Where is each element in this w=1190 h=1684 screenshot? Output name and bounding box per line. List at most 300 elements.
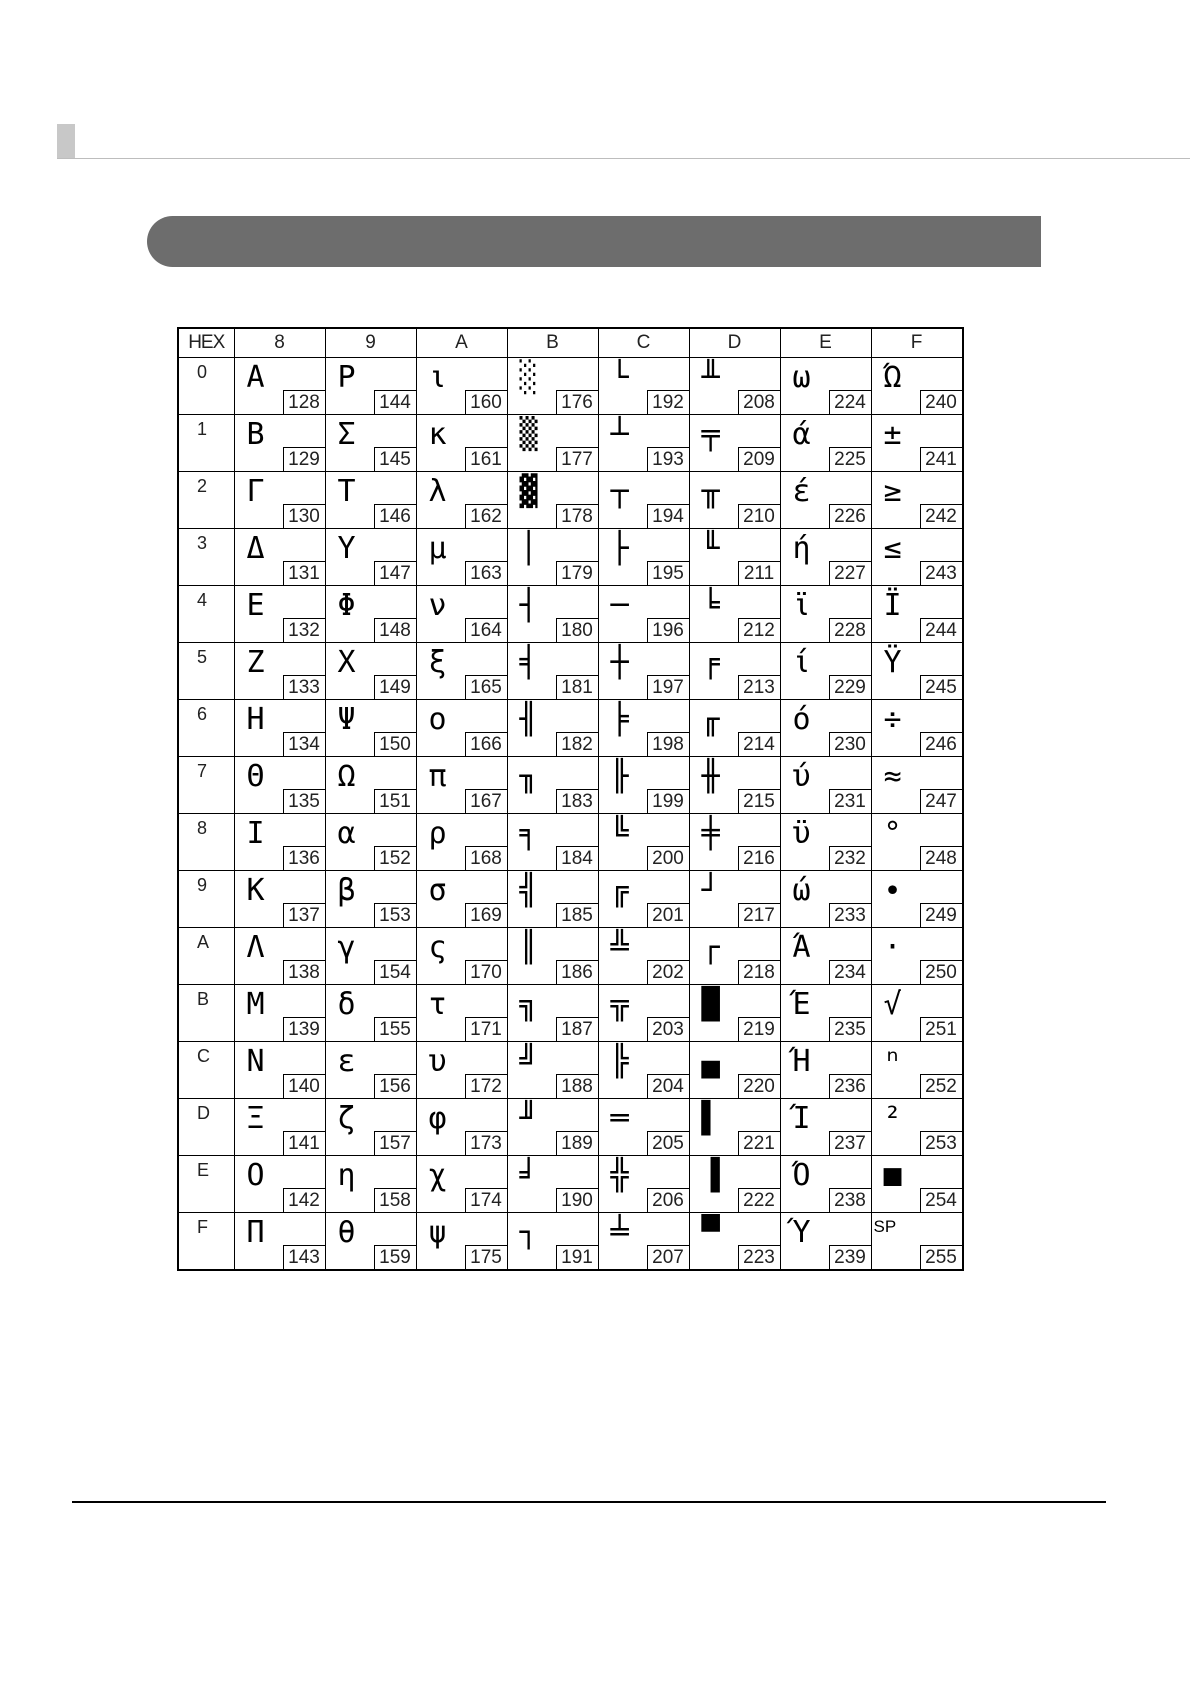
char-code: 164: [465, 618, 507, 642]
char-cell: [416, 643, 507, 700]
char-code: 131: [283, 561, 325, 585]
table-row: [178, 472, 963, 529]
char-code: 172: [465, 1074, 507, 1098]
char-glyph: Ώ: [883, 360, 902, 395]
char-code: 215: [738, 789, 780, 813]
char-code: 236: [829, 1074, 871, 1098]
char-glyph: ∙: [883, 873, 902, 908]
char-code: 191: [556, 1245, 598, 1269]
table-row: [178, 643, 963, 700]
char-code: 163: [465, 561, 507, 585]
char-glyph: └: [610, 360, 629, 395]
char-code: 162: [465, 504, 507, 528]
char-code: 224: [829, 390, 871, 414]
char-glyph: ░: [519, 360, 538, 395]
char-cell: [234, 1099, 325, 1156]
char-glyph: ή: [792, 531, 811, 566]
char-code: 211: [738, 561, 780, 585]
char-cell: [598, 1042, 689, 1099]
row-header: 2: [178, 472, 234, 529]
char-code: 206: [647, 1188, 689, 1212]
column-header: B: [507, 328, 598, 358]
char-cell: [598, 871, 689, 928]
table-row: [178, 928, 963, 985]
char-glyph: Η: [246, 702, 265, 737]
char-cell: [234, 415, 325, 472]
char-glyph: ╡: [519, 645, 538, 680]
char-cell: [416, 928, 507, 985]
char-code: 142: [283, 1188, 325, 1212]
char-code: 138: [283, 960, 325, 984]
char-cell: [689, 1156, 780, 1213]
table-row: [178, 814, 963, 871]
char-glyph: ╨: [701, 360, 720, 395]
char-cell: [598, 985, 689, 1042]
header-tab-marker: [57, 124, 75, 158]
char-cell: [416, 700, 507, 757]
char-code: 205: [647, 1131, 689, 1155]
char-code: 219: [738, 1017, 780, 1041]
char-code: 193: [647, 447, 689, 471]
char-glyph: κ: [428, 417, 447, 452]
char-glyph: ω: [792, 360, 811, 395]
char-glyph: ■: [883, 1158, 902, 1193]
char-cell: [416, 472, 507, 529]
char-glyph: │: [519, 531, 538, 566]
char-code: 146: [374, 504, 416, 528]
char-cell: [871, 472, 963, 529]
table-row: [178, 1213, 963, 1271]
char-cell: [234, 928, 325, 985]
char-code: 239: [829, 1245, 871, 1269]
row-header: E: [178, 1156, 234, 1213]
char-cell: [325, 871, 416, 928]
char-glyph: ┌: [701, 930, 720, 965]
char-glyph: ·: [883, 930, 902, 965]
char-glyph: ≤: [883, 531, 902, 566]
char-cell: [325, 472, 416, 529]
char-code: 134: [283, 732, 325, 756]
char-glyph: Ν: [246, 1044, 265, 1079]
char-cell: [871, 1099, 963, 1156]
char-cell: [234, 472, 325, 529]
char-code: 137: [283, 903, 325, 927]
char-code: 197: [647, 675, 689, 699]
char-cell: [598, 928, 689, 985]
char-code: 181: [556, 675, 598, 699]
char-code: 141: [283, 1131, 325, 1155]
char-glyph: μ: [428, 531, 447, 566]
char-cell: [780, 415, 871, 472]
char-cell: [780, 757, 871, 814]
char-code: 204: [647, 1074, 689, 1098]
char-glyph: τ: [428, 987, 447, 1022]
char-cell: [780, 1156, 871, 1213]
char-cell: [689, 472, 780, 529]
char-cell: [507, 586, 598, 643]
char-code: 203: [647, 1017, 689, 1041]
char-code: 195: [647, 561, 689, 585]
char-code: 218: [738, 960, 780, 984]
char-cell: [234, 643, 325, 700]
section-title-bar: [147, 216, 1041, 267]
char-code: 214: [738, 732, 780, 756]
char-code: 249: [920, 903, 962, 927]
char-glyph: α: [337, 816, 356, 851]
char-cell: [325, 1042, 416, 1099]
char-cell: [416, 814, 507, 871]
char-cell: [416, 529, 507, 586]
char-code: 243: [920, 561, 962, 585]
column-header: F: [871, 328, 963, 358]
column-header: 8: [234, 328, 325, 358]
char-code: 213: [738, 675, 780, 699]
char-glyph: σ: [428, 873, 447, 908]
char-glyph: ╗: [519, 987, 538, 1022]
char-glyph: ≥: [883, 474, 902, 509]
table-row: [178, 415, 963, 472]
char-cell: [871, 985, 963, 1042]
char-glyph: ±: [883, 417, 902, 452]
char-code: 232: [829, 846, 871, 870]
char-glyph: Ό: [792, 1158, 811, 1193]
char-glyph: ╬: [610, 1158, 629, 1193]
char-glyph: ϋ: [792, 816, 811, 851]
char-code: 174: [465, 1188, 507, 1212]
char-glyph: ╧: [610, 1215, 629, 1250]
char-cell: [325, 586, 416, 643]
char-cell: [507, 415, 598, 472]
char-code: 209: [738, 447, 780, 471]
char-cell: [871, 928, 963, 985]
row-header: 0: [178, 358, 234, 415]
column-header: D: [689, 328, 780, 358]
table-row: [178, 985, 963, 1042]
char-code: 221: [738, 1131, 780, 1155]
char-glyph: Ϋ: [883, 645, 902, 680]
char-code: 247: [920, 789, 962, 813]
char-cell: [325, 700, 416, 757]
char-cell: [598, 472, 689, 529]
char-glyph: ╚: [610, 816, 629, 851]
table-body: [178, 358, 963, 1271]
char-code: 176: [556, 390, 598, 414]
char-cell: [507, 529, 598, 586]
char-glyph: θ: [337, 1215, 356, 1250]
row-header: 9: [178, 871, 234, 928]
column-header: E: [780, 328, 871, 358]
char-code: 130: [283, 504, 325, 528]
char-glyph: ρ: [428, 816, 447, 851]
char-glyph: ╠: [610, 1044, 629, 1079]
char-code: 201: [647, 903, 689, 927]
char-cell: [507, 700, 598, 757]
char-cell: [416, 586, 507, 643]
char-code: 166: [465, 732, 507, 756]
char-cell: [507, 472, 598, 529]
char-code: 225: [829, 447, 871, 471]
char-code: 235: [829, 1017, 871, 1041]
char-code: 229: [829, 675, 871, 699]
char-glyph: Θ: [246, 759, 265, 794]
char-cell: [416, 415, 507, 472]
char-code: 149: [374, 675, 416, 699]
char-glyph: ψ: [428, 1215, 447, 1250]
char-glyph: Ω: [337, 759, 356, 794]
char-code: 148: [374, 618, 416, 642]
char-code: 237: [829, 1131, 871, 1155]
char-glyph: ▐: [701, 1158, 720, 1193]
char-code: 156: [374, 1074, 416, 1098]
char-glyph: √: [883, 987, 902, 1022]
char-cell: [507, 757, 598, 814]
char-code: 177: [556, 447, 598, 471]
char-glyph: ╢: [519, 702, 538, 737]
char-cell: [325, 985, 416, 1042]
char-code: 234: [829, 960, 871, 984]
char-glyph: ┐: [519, 1215, 538, 1250]
char-cell: [234, 985, 325, 1042]
row-header: F: [178, 1213, 234, 1271]
char-cell: [780, 472, 871, 529]
char-cell: [598, 757, 689, 814]
char-glyph: Ι: [246, 816, 265, 851]
char-glyph: Ξ: [246, 1101, 265, 1136]
char-code: 220: [738, 1074, 780, 1098]
footer-rule: [72, 1501, 1106, 1503]
char-cell: [507, 1156, 598, 1213]
char-glyph: Ζ: [246, 645, 265, 680]
char-cell: [689, 415, 780, 472]
char-code: 187: [556, 1017, 598, 1041]
char-code: 160: [465, 390, 507, 414]
char-cell: [780, 358, 871, 415]
char-code: 147: [374, 561, 416, 585]
char-glyph: ╪: [701, 816, 720, 851]
char-code: 139: [283, 1017, 325, 1041]
char-cell: [780, 700, 871, 757]
char-glyph: υ: [428, 1044, 447, 1079]
char-cell: [598, 415, 689, 472]
char-code: 129: [283, 447, 325, 471]
char-glyph: ╛: [519, 1158, 538, 1193]
char-code: 241: [920, 447, 962, 471]
char-code: 240: [920, 390, 962, 414]
char-glyph: Σ: [337, 417, 356, 452]
char-cell: [871, 1213, 963, 1271]
char-cell: [780, 1213, 871, 1271]
char-cell: [689, 871, 780, 928]
char-code: 254: [920, 1188, 962, 1212]
char-glyph: ▀: [701, 1215, 720, 1250]
char-code: 251: [920, 1017, 962, 1041]
hex-corner-header: HEX: [178, 328, 234, 358]
char-code: 132: [283, 618, 325, 642]
char-cell: [598, 1213, 689, 1271]
row-header: 8: [178, 814, 234, 871]
char-code: 253: [920, 1131, 962, 1155]
char-glyph: ο: [428, 702, 447, 737]
char-code: 196: [647, 618, 689, 642]
char-cell: [416, 358, 507, 415]
char-code: 194: [647, 504, 689, 528]
char-glyph: ╙: [701, 531, 720, 566]
char-code: 226: [829, 504, 871, 528]
char-glyph: °: [883, 816, 902, 851]
char-code: 208: [738, 390, 780, 414]
char-glyph: █: [701, 987, 720, 1022]
char-glyph: Δ: [246, 531, 265, 566]
char-code: 245: [920, 675, 962, 699]
char-code: 212: [738, 618, 780, 642]
char-glyph: η: [337, 1158, 356, 1193]
table-row: [178, 586, 963, 643]
table-row: [178, 757, 963, 814]
char-glyph: ╦: [610, 987, 629, 1022]
char-code: 155: [374, 1017, 416, 1041]
table-row: [178, 358, 963, 415]
header-rule: [57, 158, 1190, 159]
char-cell: [871, 415, 963, 472]
char-glyph: Χ: [337, 645, 356, 680]
char-cell: [780, 1042, 871, 1099]
char-glyph: Υ: [337, 531, 356, 566]
table-row: [178, 1156, 963, 1213]
char-cell: [871, 586, 963, 643]
char-glyph: ς: [428, 930, 447, 965]
char-cell: [416, 1099, 507, 1156]
char-glyph: Κ: [246, 873, 265, 908]
char-code: 216: [738, 846, 780, 870]
char-glyph: ²: [883, 1101, 902, 1136]
char-cell: [689, 814, 780, 871]
table-row: [178, 529, 963, 586]
char-glyph: ε: [337, 1044, 356, 1079]
char-code: 227: [829, 561, 871, 585]
char-cell: [689, 700, 780, 757]
row-header: B: [178, 985, 234, 1042]
char-cell: [325, 814, 416, 871]
char-code: 198: [647, 732, 689, 756]
char-glyph: Ϊ: [883, 588, 902, 623]
char-code: 165: [465, 675, 507, 699]
char-glyph: ╘: [701, 588, 720, 623]
char-cell: [689, 643, 780, 700]
char-cell: [234, 1213, 325, 1271]
char-code: 168: [465, 846, 507, 870]
char-glyph: Ρ: [337, 360, 356, 395]
char-cell: [689, 1099, 780, 1156]
char-code: 217: [738, 903, 780, 927]
char-glyph: ╕: [519, 816, 538, 851]
char-glyph: ╜: [519, 1101, 538, 1136]
char-glyph: Λ: [246, 930, 265, 965]
char-cell: [325, 1213, 416, 1271]
char-cell: [416, 871, 507, 928]
char-cell: [780, 928, 871, 985]
char-code: 133: [283, 675, 325, 699]
char-code: 182: [556, 732, 598, 756]
char-cell: [780, 985, 871, 1042]
char-cell: [234, 586, 325, 643]
char-glyph: Ά: [792, 930, 811, 965]
char-code: 199: [647, 789, 689, 813]
char-glyph: ╫: [701, 759, 720, 794]
column-header: A: [416, 328, 507, 358]
char-cell: [689, 928, 780, 985]
column-header: C: [598, 328, 689, 358]
char-cell: [780, 814, 871, 871]
char-glyph: ╟: [610, 759, 629, 794]
char-code: 140: [283, 1074, 325, 1098]
char-code: 238: [829, 1188, 871, 1212]
char-glyph: ┘: [701, 873, 720, 908]
char-glyph: β: [337, 873, 356, 908]
character-code-table: [177, 327, 964, 1271]
char-cell: [871, 700, 963, 757]
char-code: 153: [374, 903, 416, 927]
table-row: [178, 700, 963, 757]
row-header: A: [178, 928, 234, 985]
table-row: [178, 871, 963, 928]
char-glyph: ║: [519, 930, 538, 965]
char-cell: [507, 358, 598, 415]
char-glyph: δ: [337, 987, 356, 1022]
char-cell: [871, 529, 963, 586]
char-code: 128: [283, 390, 325, 414]
char-code: 188: [556, 1074, 598, 1098]
char-cell: [507, 928, 598, 985]
char-cell: [871, 1042, 963, 1099]
char-cell: [325, 757, 416, 814]
char-cell: [689, 1213, 780, 1271]
row-header: 6: [178, 700, 234, 757]
char-cell: [325, 358, 416, 415]
char-glyph: ό: [792, 702, 811, 737]
char-cell: [598, 814, 689, 871]
char-code: 161: [465, 447, 507, 471]
char-code: 242: [920, 504, 962, 528]
char-glyph: Π: [246, 1215, 265, 1250]
char-cell: [689, 586, 780, 643]
char-glyph: ╥: [701, 474, 720, 509]
char-code: 228: [829, 618, 871, 642]
char-cell: [416, 1042, 507, 1099]
char-cell: [507, 1099, 598, 1156]
char-code: 192: [647, 390, 689, 414]
char-glyph: ╣: [519, 873, 538, 908]
char-code: 180: [556, 618, 598, 642]
char-code: 173: [465, 1131, 507, 1155]
char-code: 152: [374, 846, 416, 870]
char-code: 145: [374, 447, 416, 471]
char-code: 183: [556, 789, 598, 813]
char-glyph: Ύ: [792, 1215, 811, 1250]
char-glyph: Γ: [246, 474, 265, 509]
char-glyph: ▒: [519, 417, 538, 452]
char-cell: [871, 643, 963, 700]
char-code: 167: [465, 789, 507, 813]
char-code: 255: [920, 1245, 962, 1269]
char-glyph: ╓: [701, 702, 720, 737]
char-code: 200: [647, 846, 689, 870]
char-cell: [598, 358, 689, 415]
char-glyph: ╝: [519, 1044, 538, 1079]
char-cell: [325, 1156, 416, 1213]
char-cell: [234, 1156, 325, 1213]
char-cell: [325, 643, 416, 700]
char-glyph: χ: [428, 1158, 447, 1193]
